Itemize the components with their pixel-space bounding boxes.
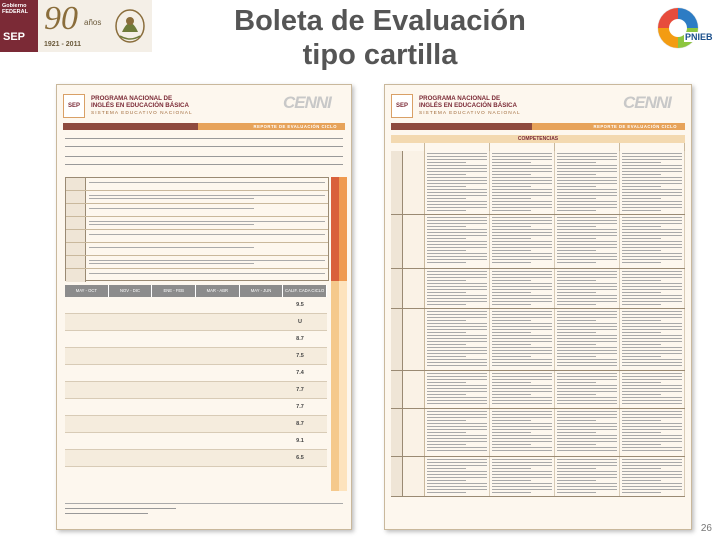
cycle-side-label — [391, 309, 403, 370]
grid-column-header: NOV - DIC — [109, 285, 153, 297]
grid-cell — [190, 365, 232, 381]
competency-row — [66, 269, 328, 282]
competencies-descriptors — [391, 151, 685, 523]
grid-row — [65, 433, 327, 450]
report-card-footer — [65, 503, 343, 523]
grid-cell — [107, 365, 149, 381]
descriptor-block — [391, 215, 685, 269]
anniversary-years: 1921 - 2011 — [44, 41, 81, 48]
descriptor-column — [555, 269, 620, 308]
student-info-line — [65, 137, 343, 139]
cenni-word: CENNI — [623, 93, 671, 112]
descriptor-block — [391, 457, 685, 497]
grid-row — [65, 348, 327, 365]
descriptor-column — [555, 215, 620, 268]
grid-cell — [148, 331, 190, 347]
report-card-back — [384, 84, 692, 530]
descriptor-column — [490, 371, 555, 408]
competency-row — [66, 178, 328, 191]
descriptor-column — [620, 309, 685, 370]
grid-column-header: MAR - ABR — [196, 285, 240, 297]
grid-cell — [190, 382, 232, 398]
grid-row — [65, 416, 327, 433]
banner-dark-section — [391, 123, 532, 130]
anniversary-number: 90 — [44, 0, 78, 37]
final-grade: 7.7 — [296, 387, 304, 393]
grid-cell — [148, 314, 190, 330]
grid-row — [65, 399, 327, 416]
report-card-header — [391, 91, 685, 121]
descriptor-column — [555, 457, 620, 496]
descriptor-block — [391, 309, 685, 371]
grade-cell — [403, 215, 425, 268]
report-card-header — [63, 91, 345, 121]
descriptor-column — [425, 151, 490, 214]
grid-column-header: MAY - OCT — [65, 285, 109, 297]
grid-cell — [190, 450, 232, 466]
grid-cell — [190, 416, 232, 432]
descriptor-column — [620, 457, 685, 496]
grid-cell — [231, 399, 273, 415]
cycle-side-label — [391, 215, 403, 268]
program-line-1: PROGRAMA NACIONAL DE — [91, 94, 173, 102]
grid-row — [65, 331, 327, 348]
grade-cell — [403, 151, 425, 214]
final-grade: 7.5 — [296, 353, 304, 359]
grid-cell — [65, 314, 107, 330]
program-line-1: PROGRAMA NACIONAL DE — [419, 94, 501, 102]
descriptor-block — [391, 269, 685, 309]
grid-cell — [148, 348, 190, 364]
grade-cell — [403, 371, 425, 408]
anniversary-word: años — [84, 18, 102, 27]
descriptor-column — [425, 409, 490, 456]
report-card-front — [56, 84, 352, 530]
competency-row — [66, 230, 328, 243]
program-line-2: INGLÉS EN EDUCACIÓN BÁSICA — [91, 102, 189, 110]
grid-cell — [107, 297, 149, 313]
grid-cell — [65, 433, 107, 449]
report-banner — [63, 123, 345, 130]
slide-title-line-2: tipo cartilla — [302, 39, 458, 71]
grid-cell — [231, 416, 273, 432]
grid-cell — [190, 433, 232, 449]
school-info-line — [65, 163, 343, 165]
pnieb-label: PNIEB — [685, 32, 713, 42]
cycle-side-label — [391, 371, 403, 408]
grades-grid — [65, 285, 327, 485]
grid-cell — [107, 433, 149, 449]
grid-row — [65, 450, 327, 467]
grid-cell — [231, 450, 273, 466]
grid-cell — [148, 365, 190, 381]
grid-cell — [107, 382, 149, 398]
grid-cell — [231, 297, 273, 313]
grid-cell — [190, 399, 232, 415]
descriptor-column — [490, 409, 555, 456]
final-grade: U — [298, 319, 302, 325]
grid-cell — [65, 416, 107, 432]
grid-row — [65, 297, 327, 314]
grid-cell — [190, 297, 232, 313]
sep-label: SEP — [3, 31, 26, 44]
descriptor-column — [425, 309, 490, 370]
cenni-word: CENNI — [283, 93, 331, 112]
grid-cell — [107, 331, 149, 347]
grid-row — [65, 382, 327, 399]
competency-row — [66, 191, 328, 204]
grid-cell — [65, 365, 107, 381]
grid-cell — [231, 365, 273, 381]
grid-cell — [231, 331, 273, 347]
grid-cell — [148, 297, 190, 313]
final-grade: 6.5 — [296, 455, 304, 461]
descriptor-column — [620, 215, 685, 268]
grid-cell — [231, 348, 273, 364]
final-grade: 7.7 — [296, 404, 304, 410]
descriptor-column — [490, 457, 555, 496]
grid-cell — [65, 382, 107, 398]
descriptor-column — [620, 151, 685, 214]
grid-row — [65, 314, 327, 331]
grid-cell — [190, 331, 232, 347]
school-info-line — [65, 155, 343, 157]
cycle-side-label — [391, 151, 403, 214]
grid-cell — [107, 314, 149, 330]
descriptor-column — [555, 309, 620, 370]
descriptor-column — [490, 309, 555, 370]
descriptor-column — [425, 371, 490, 408]
anniversary-badge — [38, 0, 108, 52]
program-subtitle: SISTEMA EDUCATIVO NACIONAL — [419, 110, 521, 116]
grid-cell — [107, 416, 149, 432]
grades-grid-body — [65, 297, 327, 467]
cenni-logo — [283, 93, 345, 119]
descriptor-block — [391, 409, 685, 457]
grid-cell — [148, 433, 190, 449]
competency-row — [66, 217, 328, 230]
grade-cell — [403, 269, 425, 308]
grid-cell — [190, 348, 232, 364]
banner-dark-section — [63, 123, 198, 130]
page-number: 26 — [700, 523, 712, 534]
report-banner — [391, 123, 685, 130]
cycle-side-label — [391, 269, 403, 308]
grid-cell — [231, 314, 273, 330]
banner-text: REPORTE DE EVALUACIÓN CICLO — [253, 124, 337, 129]
grade-color-bar — [339, 281, 347, 491]
descriptor-column — [620, 409, 685, 456]
program-line-2: INGLÉS EN EDUCACIÓN BÁSICA — [419, 102, 517, 110]
cycle-side-label — [391, 409, 403, 456]
grid-cell — [148, 399, 190, 415]
grid-cell — [107, 399, 149, 415]
program-subtitle: SISTEMA EDUCATIVO NACIONAL — [91, 110, 193, 116]
grid-column-header: CALIF. CADA CICLO — [283, 285, 327, 297]
final-grade: 8.7 — [296, 421, 304, 427]
grade-cell — [403, 309, 425, 370]
program-name — [91, 95, 283, 118]
cenni-logo — [623, 93, 685, 119]
pnieb-logo — [640, 4, 716, 64]
student-info-line — [65, 145, 343, 147]
descriptor-column — [555, 371, 620, 408]
grid-cell — [231, 433, 273, 449]
grade-cell — [403, 457, 425, 496]
grid-cell — [65, 297, 107, 313]
slide-title-line-1: Boleta de Evaluación — [234, 5, 526, 37]
descriptor-block — [391, 371, 685, 409]
grid-cell — [107, 450, 149, 466]
sep-90-years-logo — [0, 0, 170, 52]
descriptor-column — [490, 151, 555, 214]
grid-column-header: MAY - JUN — [240, 285, 284, 297]
descriptor-column — [620, 371, 685, 408]
grid-cell — [148, 450, 190, 466]
sep-mini-logo: SEP — [63, 94, 85, 118]
banner-text: REPORTE DE EVALUACIÓN CICLO — [593, 124, 677, 129]
sep-mini-logo: SEP — [391, 94, 413, 118]
descriptor-column — [425, 215, 490, 268]
cycle-side-label — [391, 457, 403, 496]
descriptor-column — [555, 409, 620, 456]
grid-cell — [190, 314, 232, 330]
competencies-heading: COMPETENCIAS — [391, 135, 685, 143]
competencies-columns-header — [391, 143, 685, 151]
grid-cell — [65, 348, 107, 364]
grade-color-bar — [339, 177, 347, 281]
final-grade: 9.5 — [296, 302, 304, 308]
grid-cell — [65, 331, 107, 347]
competencies-table — [65, 177, 329, 281]
slide-title — [195, 4, 565, 72]
grid-cell — [107, 348, 149, 364]
grid-cell — [148, 416, 190, 432]
descriptor-column — [490, 215, 555, 268]
descriptor-column — [620, 269, 685, 308]
competency-row — [66, 204, 328, 217]
gov-label: Gobierno FEDERAL — [2, 3, 28, 16]
grid-cell — [231, 382, 273, 398]
grid-row — [65, 365, 327, 382]
grid-cell — [65, 399, 107, 415]
program-name — [419, 95, 623, 118]
grade-cell — [403, 409, 425, 456]
descriptor-column — [425, 269, 490, 308]
mexico-seal-icon — [108, 0, 152, 52]
competency-row — [66, 256, 328, 269]
descriptor-column — [555, 151, 620, 214]
government-federal-badge — [0, 0, 38, 52]
grade-color-bar — [331, 281, 339, 491]
descriptor-column — [490, 269, 555, 308]
final-grade: 8.7 — [296, 336, 304, 342]
grid-cell — [148, 382, 190, 398]
grid-column-header: ENE - FEB — [152, 285, 196, 297]
descriptor-block — [391, 151, 685, 215]
final-grade: 9.1 — [296, 438, 304, 444]
final-grade: 7.4 — [296, 370, 304, 376]
grades-grid-header — [65, 285, 327, 297]
descriptor-column — [425, 457, 490, 496]
grade-color-bar — [331, 177, 339, 281]
competency-row — [66, 243, 328, 256]
grid-cell — [65, 450, 107, 466]
